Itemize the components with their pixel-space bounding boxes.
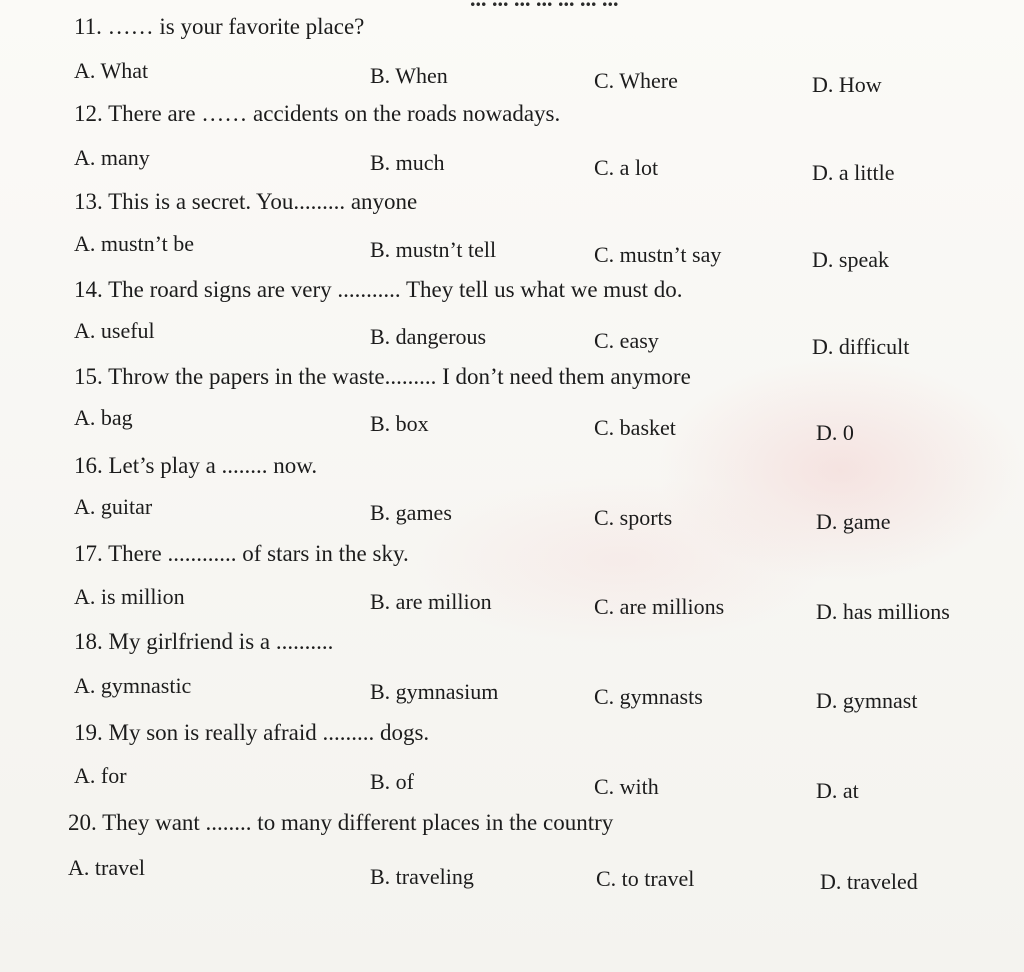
- q18-option-b: B. gymnasium: [370, 679, 499, 704]
- q11-option-d: D. How: [812, 72, 882, 97]
- q16-option-c: C. sports: [594, 505, 673, 530]
- q15-option-d: D. 0: [816, 420, 854, 445]
- q11-option-b: B. When: [370, 63, 448, 88]
- question-16: 16. Let’s play a ........ now.: [74, 453, 318, 478]
- question-17: 17. There ............ of stars in the sky.: [74, 541, 409, 566]
- q11-option-c: C. Where: [594, 68, 678, 93]
- q18-option-a: A. gymnastic: [74, 673, 192, 698]
- q15-option-c: C. basket: [594, 415, 676, 440]
- q16-option-d: D. game: [816, 509, 891, 534]
- q15-option-a: A. bag: [74, 405, 133, 430]
- cut-off-header: [470, 0, 619, 12]
- q20-option-c: C. to travel: [596, 866, 695, 891]
- q14-option-b: B. dangerous: [370, 324, 487, 349]
- q18-option-c: C. gymnasts: [594, 684, 703, 709]
- q14-option-d: D. difficult: [812, 334, 910, 359]
- q17-option-c: C. are millions: [594, 594, 725, 619]
- q13-option-b: B. mustn’t tell: [370, 237, 497, 262]
- q12-option-c: C. a lot: [594, 155, 659, 180]
- q19-option-a: A. for: [74, 763, 127, 788]
- question-15: 15. Throw the papers in the waste......... I don’t need them anymore: [74, 364, 691, 389]
- question-12: 12. There are …… accidents on the roads nowadays.: [74, 101, 561, 126]
- q16-option-a: A. guitar: [74, 494, 153, 519]
- q12-option-b: B. much: [370, 150, 445, 175]
- q19-option-c: C. with: [594, 774, 659, 799]
- question-18: 18. My girlfriend is a ..........: [74, 629, 334, 654]
- q20-option-d: D. traveled: [820, 869, 918, 894]
- q16-option-b: B. games: [370, 500, 452, 525]
- q18-option-d: D. gymnast: [816, 688, 918, 713]
- q17-option-d: D. has millions: [816, 599, 950, 624]
- question-13: 13. This is a secret. You......... anyone: [74, 189, 418, 214]
- question-11: 11. …… is your favorite place?: [74, 14, 365, 39]
- q15-option-b: B. box: [370, 411, 429, 436]
- question-20: 20. They want ........ to many different places in the country: [68, 810, 614, 835]
- q17-option-b: B. are million: [370, 589, 492, 614]
- q13-option-d: D. speak: [812, 247, 889, 272]
- q13-option-c: C. mustn’t say: [594, 242, 722, 267]
- question-14: 14. The roard signs are very ........... They tell us what we must do.: [74, 277, 683, 302]
- q17-option-a: A. is million: [74, 584, 185, 609]
- q12-option-a: A. many: [74, 145, 150, 170]
- question-19: 19. My son is really afraid ......... dogs.: [74, 720, 430, 745]
- q20-option-b: B. traveling: [370, 864, 474, 889]
- q19-option-b: B. of: [370, 769, 414, 794]
- q14-option-a: A. useful: [74, 318, 155, 343]
- q13-option-a: A. mustn’t be: [74, 231, 194, 256]
- q11-option-a: A. What: [74, 58, 149, 83]
- q14-option-c: C. easy: [594, 328, 659, 353]
- q20-option-a: A. travel: [68, 855, 145, 880]
- q19-option-d: D. at: [816, 778, 859, 803]
- q12-option-d: D. a little: [812, 160, 895, 185]
